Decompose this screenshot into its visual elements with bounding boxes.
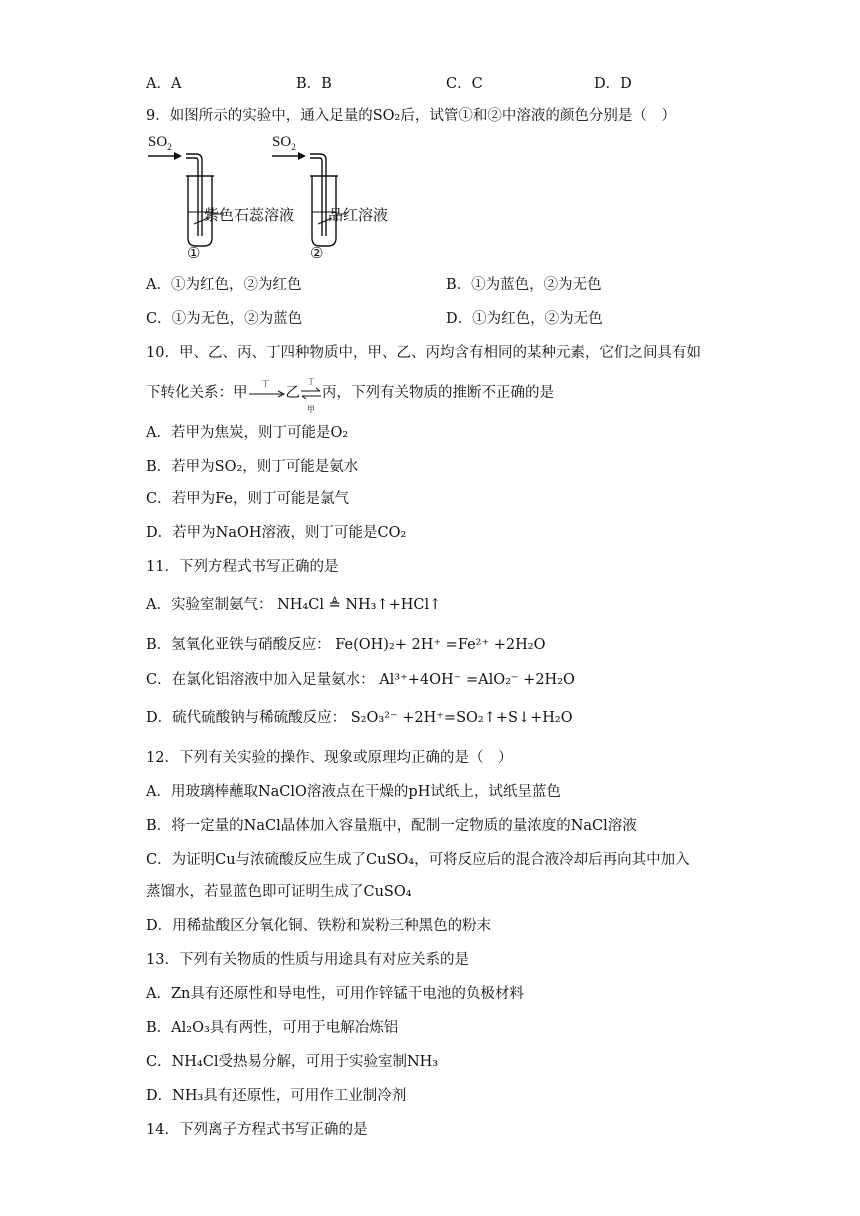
forward-arrow: 丁 bbox=[248, 386, 286, 400]
tube2-solution-label: 品红溶液 bbox=[328, 206, 389, 224]
q10-option-c: C．若甲为Fe，则丁可能是氯气 bbox=[146, 491, 349, 507]
q12-stem: 12．下列有关实验的操作、现象或原理均正确的是（ ） bbox=[146, 750, 513, 766]
tube2-number: ② bbox=[310, 244, 324, 262]
q13-option-a: A．Zn具有还原性和导电性，可用作锌锰干电池的负极材料 bbox=[146, 986, 524, 1002]
q12-option-d: D．用稀盐酸区分氧化铜、铁粉和炭粉三种黑色的粉末 bbox=[146, 918, 492, 934]
q9-option-b: B．①为蓝色，②为无色 bbox=[446, 277, 602, 293]
tube1-number: ① bbox=[187, 244, 201, 262]
q8-option-a: A．A bbox=[146, 76, 182, 92]
q11-stem: 11．下列方程式书写正确的是 bbox=[146, 559, 339, 575]
q10-stem-line1: 10．甲、乙、丙、丁四种物质中，甲、乙、丙均含有相同的某种元素，它们之间具有如 bbox=[146, 345, 701, 361]
reversible-arrow: 丁 甲 bbox=[300, 386, 322, 400]
q8-option-c: C．C bbox=[446, 76, 483, 92]
q8-option-b: B．B bbox=[296, 76, 332, 92]
q11-option-b: B．氢氧化亚铁与硝酸反应： Fe(OH)₂+ 2H⁺ =Fe²⁺ +2H₂O bbox=[146, 637, 546, 653]
q12-option-a: A．用玻璃棒蘸取NaClO溶液点在干燥的pH试纸上，试纸呈蓝色 bbox=[146, 784, 561, 800]
q11-option-c: C．在氯化铝溶液中加入足量氨水： Al³⁺+4OH⁻ =AlO₂⁻ +2H₂O bbox=[146, 672, 575, 688]
test-tube-2 bbox=[272, 152, 346, 246]
q10-option-a: A．若甲为焦炭，则丁可能是O₂ bbox=[146, 425, 349, 441]
q11-option-d: D．硫代硫酸钠与稀硫酸反应： S₂O₃²⁻ +2H⁺=SO₂↑+S↓+H₂O bbox=[146, 710, 573, 726]
q12-option-c-cont: 蒸馏水，若显蓝色即可证明生成了CuSO₄ bbox=[146, 884, 412, 900]
tube1-solution-label: 紫色石蕊溶液 bbox=[204, 206, 295, 224]
q8-option-d: D．D bbox=[594, 76, 632, 92]
test-tube-diagram bbox=[146, 134, 406, 264]
q11-option-a: A．实验室制氨气： NH₄Cl ≜ NH₃↑+HCl↑ bbox=[146, 597, 442, 613]
q10-option-d: D．若甲为NaOH溶液，则丁可能是CO₂ bbox=[146, 525, 407, 541]
q13-option-c: C．NH₄Cl受热易分解，可用于实验室制NH₃ bbox=[146, 1054, 439, 1070]
test-tube-1 bbox=[148, 152, 224, 246]
q12-option-b: B．将一定量的NaCl晶体加入容量瓶中，配制一定物质的量浓度的NaCl溶液 bbox=[146, 818, 637, 834]
q9-stem: 9．如图所示的实验中，通入足量的SO₂后，试管①和②中溶液的颜色分别是（ ） bbox=[146, 108, 676, 124]
q9-option-a: A．①为红色，②为红色 bbox=[146, 277, 302, 293]
q9-figure bbox=[146, 134, 406, 264]
q9-option-d: D．①为红色，②为无色 bbox=[446, 311, 603, 327]
q10-stem-line2: 下转化关系：甲 丁 乙 丁 甲 丙，下列有关物质的推断不正确的是 bbox=[146, 377, 554, 414]
q13-option-d: D．NH₃具有还原性，可用作工业制冷剂 bbox=[146, 1088, 407, 1104]
q12-option-c: C．为证明Cu与浓硫酸反应生成了CuSO₄，可将反应后的混合液冷却后再向其中加入 bbox=[146, 852, 690, 868]
so2-label-1: $SO_2$ bbox=[148, 134, 172, 152]
q13-stem: 13．下列有关物质的性质与用途具有对应关系的是 bbox=[146, 952, 469, 968]
q13-option-b: B．Al₂O₃具有两性，可用于电解冶炼铝 bbox=[146, 1020, 399, 1036]
q10-option-b: B．若甲为SO₂，则丁可能是氨水 bbox=[146, 459, 359, 475]
q14-stem: 14．下列离子方程式书写正确的是 bbox=[146, 1122, 368, 1138]
q9-option-c: C．①为无色，②为蓝色 bbox=[146, 311, 303, 327]
so2-label-2: $SO_2$ bbox=[272, 134, 296, 152]
